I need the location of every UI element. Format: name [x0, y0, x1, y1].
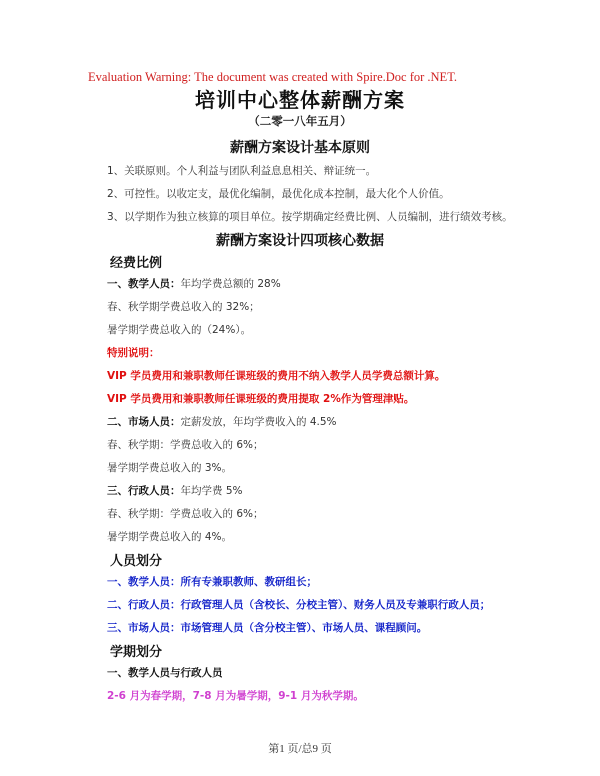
- admin-ratio-line: [107, 483, 243, 498]
- teaching-ratio-text: 年均学费总额的 28%: [180, 278, 281, 290]
- admin-summer: 暑学期学费总收入的 4%。: [107, 531, 232, 543]
- staff-heading: 人员划分: [110, 554, 163, 569]
- term-heading: 学期划分: [110, 645, 163, 660]
- term-subheading: 一、教学人员与行政人员: [107, 667, 223, 679]
- market-ratio-line: [107, 414, 337, 429]
- admin-ratio-text: 年均学费 5%: [180, 485, 243, 497]
- teaching-ratio-label: 一、教学人员：: [107, 278, 181, 290]
- page-footer: 第1 页/总9 页: [268, 743, 332, 755]
- staff-market: 三、市场人员：市场管理人员（含分校主管）、市场人员、课程顾问。: [107, 622, 428, 634]
- market-spring-autumn: 春、秋学期：学费总收入的 6%；: [107, 439, 264, 451]
- teaching-summer: 暑学期学费总收入的（24%）。: [107, 324, 252, 336]
- staff-admin: 二、行政人员：行政管理人员（含校长、分校主管）、财务人员及专兼职行政人员；: [107, 599, 491, 611]
- special-note-label: 特别说明：: [107, 347, 160, 359]
- special-note-2: VIP 学员费用和兼职教师任课班级的费用提取 2%作为管理津贴。: [107, 393, 415, 405]
- teaching-spring-autumn: 春、秋学期学费总收入的 32%；: [107, 301, 260, 313]
- admin-ratio-label: 三、行政人员：: [107, 485, 181, 497]
- staff-teaching: 一、教学人员：所有专兼职教师、教研组长；: [107, 576, 317, 588]
- principles-heading: 薪酬方案设计基本原则: [230, 140, 370, 156]
- document-date: （二零一八年五月）: [248, 114, 352, 128]
- admin-spring-autumn: 春、秋学期：学费总收入的 6%；: [107, 508, 264, 520]
- document-title: 培训中心整体薪酬方案: [195, 88, 405, 112]
- market-summer: 暑学期学费总收入的 3%。: [107, 462, 232, 474]
- principle-item: 2、可控性。以收定支，最优化编制，最优化成本控制，最大化个人价值。: [107, 188, 450, 200]
- core-data-heading: 薪酬方案设计四项核心数据: [216, 233, 384, 249]
- principle-item: 1、关联原则。个人利益与团队利益息息相关、辩证统一。: [107, 165, 377, 177]
- term-text: 2-6 月为春学期，7-8 月为暑学期，9-1 月为秋学期。: [107, 690, 364, 702]
- teaching-ratio-line: [107, 276, 281, 291]
- principle-item: 3、以学期作为独立核算的项目单位。按学期确定经费比例、人员编制，进行绩效考核。: [107, 211, 513, 223]
- ratio-heading: 经费比例: [110, 256, 163, 271]
- market-ratio-text: 定薪发放，年均学费收入的 4.5%: [180, 416, 337, 428]
- special-note-1: VIP 学员费用和兼职教师任课班级的费用不纳入教学人员学费总额计算。: [107, 370, 446, 382]
- evaluation-warning: Evaluation Warning: The document was created with Spire.Doc for .NET.: [88, 70, 458, 84]
- market-ratio-label: 二、市场人员：: [107, 416, 181, 428]
